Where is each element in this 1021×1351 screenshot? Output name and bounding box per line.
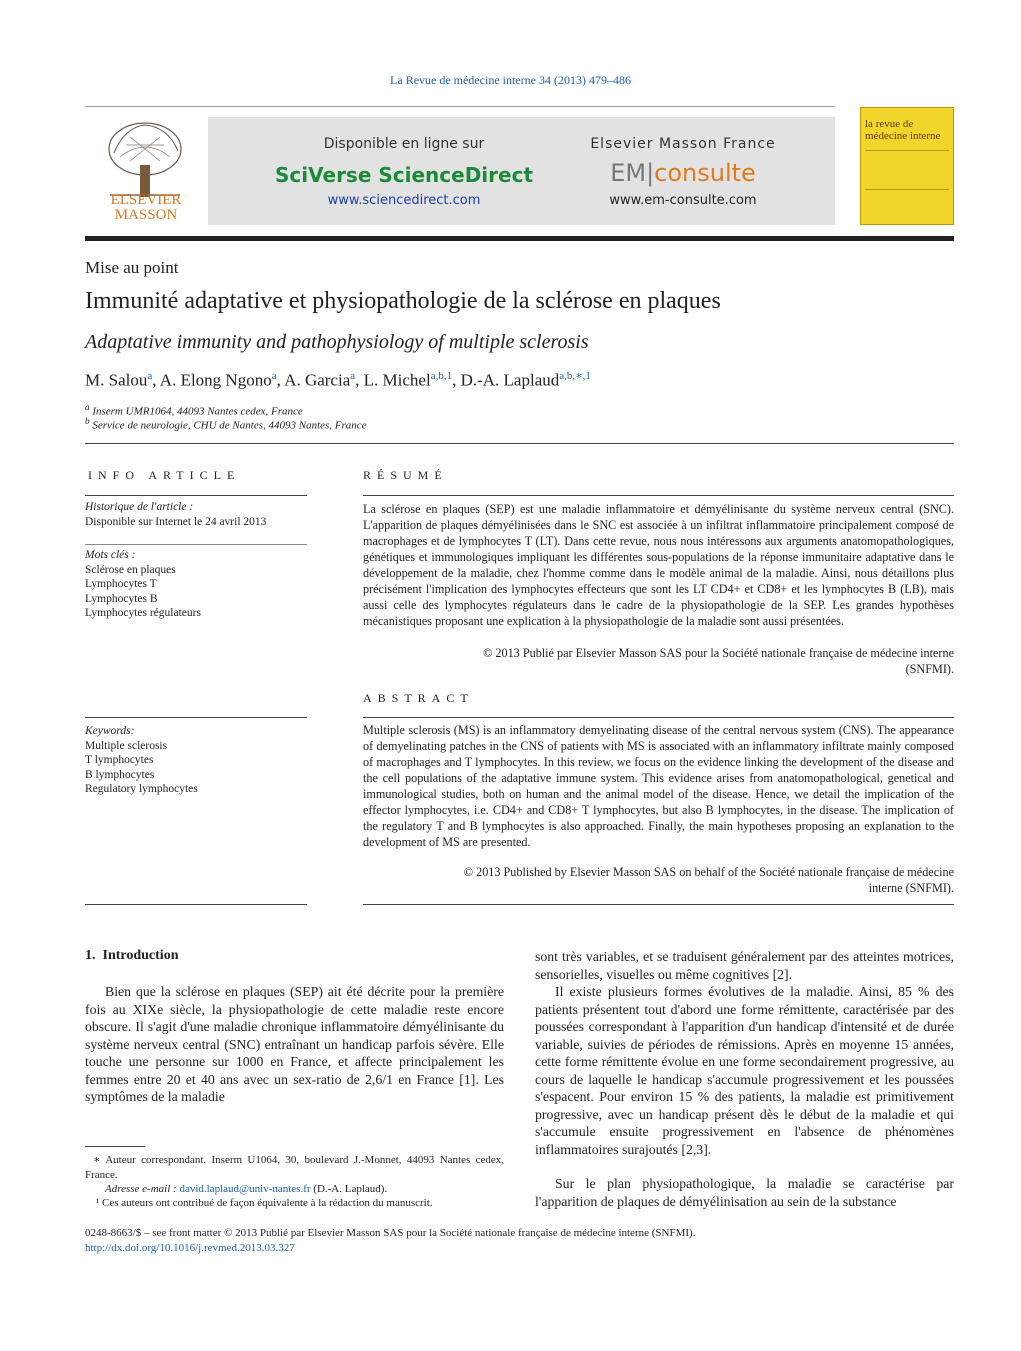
keywords-en: Keywords: Multiple sclerosis T lymphocytes B lymphocytes Regulatory lymphocytes	[85, 724, 307, 797]
email-link[interactable]: david.laplaud@univ-nantes.fr	[179, 1183, 311, 1195]
article-history: Historique de l'article : Disponible sur Internet le 24 avril 2013	[85, 501, 267, 528]
availability-banner	[208, 117, 835, 225]
author: A. Garcia	[284, 370, 351, 390]
author-list: M. Salou$^a$, A. Elong Ngono$^a$, A. Garcia$^a$, L. Michel$^{a,b,1}$, D.-A. Laplaud$^{a,b,∗,1}$	[85, 370, 591, 390]
intro-col2-paragraph-2: Sur le plan physiopathologique, la maladie se caractérise par l'apparition de plaques de démyélinisation au sein de la substance	[535, 1176, 954, 1209]
resume-divider	[363, 495, 954, 496]
info-divider	[85, 495, 307, 496]
author: L. Michel	[363, 370, 431, 390]
author-affil-sup[interactable]: a	[271, 370, 277, 382]
issn-line: 0248-8663/$ – see front matter © 2013 Publié par Elsevier Masson SAS pour la Société nationale française de médecine interne (SNFMI).	[85, 1227, 696, 1239]
abstract-text: Multiple sclerosis (MS) is an inflammatory demyelinating disease of the central nervous system (CNS). The appearance of demyelinating patches in the CNS of patients with MS is associated with an inflammatory infiltrate mainly composed of macrophages and T lymphocytes. In this review, we focus on the evidence linking the development of the disease and the cell populations of the adaptative immune system. This evidence arises from anatomopathological, genetical and immunological studies, both on human and the animal model of the disease. Hence, we detail the implication of the effector lymphocytes, i.e. CD4+ and CD8+ T lymphocytes, but also B lymphocytes, in the disease. The implication of the regulatory T and B lymphocytes is also approached. Finally, the main hypotheses proposing an explanation to the development of MS are presented.	[363, 723, 954, 849]
elsevier-masson-logo	[100, 117, 192, 225]
keywords-divider	[85, 544, 307, 545]
banner-right-caption: Elsevier Masson France	[590, 136, 776, 152]
abstract-heading: ABSTRACT	[363, 691, 474, 705]
keywords-en-divider	[85, 717, 307, 718]
keyword: Regulatory lymphocytes	[85, 783, 198, 795]
footnote-equal-contribution: ¹ Ces auteurs ont contribué de façon équivalente à la rédaction du manuscrit.	[96, 1197, 433, 1209]
doi-link[interactable]: http://dx.doi.org/10.1016/j.revmed.2013.03.327	[85, 1242, 295, 1254]
footnote-email: Adresse e-mail : david.laplaud@univ-nantes.fr (D.-A. Laplaud).	[105, 1183, 388, 1195]
abstract-divider	[363, 717, 954, 718]
author-affil-sup[interactable]: a	[350, 370, 356, 382]
footnote-divider	[85, 1146, 145, 1147]
keyword: Lymphocytes T	[85, 578, 157, 590]
affiliation-a: $^a$ Inserm UMR1064, 44093 Nantes cedex, France	[85, 402, 303, 418]
resume-text: La sclérose en plaques (SEP) est une maladie inflammatoire et démyélinisante du système nerveux central (SNC). L'apparition de plaques démyélinisées dans le SNC est associée à un infiltrat inflammatoire principalement composé de macrophages et de lymphocytes T (LT). Dans cette revue, nous nous intéressons aux arguments anatomopathologiques, génétiques et immunologiques impliquant les différentes sous-populations de la réponse immunitaire adaptative dans le développement de la maladie, chez l'homme comme dans le modèle animal de la maladie. Ainsi, nous détaillons plus précisément l'implication des lymphocytes effecteurs que sont les LT CD4+ et CD8+ et les lymphocytes B (LB), mais aussi celle des lymphocytes régulateurs dans le cadre de la physiopathologie de la SEP. Les grandes hypothèses mécanistiques proposant une explication à la physiopathologie de la maladie sont aussi présentées.	[363, 502, 954, 628]
author-affil-sup[interactable]: a,b,1	[430, 370, 453, 382]
cover-line-1: la revue de	[865, 118, 914, 130]
footnote-corresponding: ∗ Auteur correspondant. Inserm U1064, 30, boulevard J.-Monnet, 44093 Nantes cedex, France.	[85, 1154, 504, 1181]
keywords-fr: Mots clés : Sclérose en plaques Lymphocytes T Lymphocytes B Lymphocytes régulateurs	[85, 548, 307, 621]
cover-content-lines	[865, 150, 949, 190]
sciencedirect-brand[interactable]: SciVerse ScienceDirect	[275, 163, 533, 187]
author-affil-sup[interactable]: a	[147, 370, 153, 382]
abstract-bottom-divider	[363, 904, 954, 905]
keyword: T lymphocytes	[85, 754, 154, 766]
author: M. Salou	[85, 370, 148, 390]
consulte-brand-part: consulte	[654, 159, 756, 187]
intro-paragraph-1: Bien que la sclérose en plaques (SEP) ait été décrite pour la première fois au XIXe siècle, la physiopathologie de cette maladie reste encore obscure. Il s'agit d'une maladie chronique inflammatoire démyélinisante du système nerveux central (SNC) entraînant un handicap parfois sévère. Elle touche une personne sur 1000 en France, et affecte principalement les femmes entre 20 et 40 ans avec un sex-ratio de 2,6/1 en France [1]. Les symptômes de la maladie	[85, 984, 504, 1104]
sciencedirect-url[interactable]: www.sciencedirect.com	[327, 193, 481, 208]
keyword: B lymphocytes	[85, 768, 155, 781]
article-title-en: Adaptative immunity and pathophysiology of multiple sclerosis	[85, 331, 589, 353]
keyword: Sclérose en plaques	[85, 563, 176, 576]
keyword: Lymphocytes B	[85, 592, 158, 605]
resume-copyright: © 2013 Publié par Elsevier Masson SAS pour la Société nationale française de médecine interne (SNFMI).	[483, 646, 954, 676]
banner-left-caption: Disponible en ligne sur	[323, 136, 485, 152]
article-title: Immunité adaptative et physiopathologie de la sclérose en plaques	[85, 288, 721, 314]
journal-reference[interactable]: La Revue de médecine interne 34 (2013) 479–486	[390, 73, 631, 87]
affiliation-b: $^b$ Service de neurologie, CHU de Nantes, 44093 Nantes, France	[85, 416, 367, 432]
resume-heading: RÉSUMÉ	[363, 468, 448, 482]
intro-col2-paragraph-1: Il existe plusieurs formes évolutives de la maladie. Ainsi, 85 % des patients présentent tout d'abord une forme rémittente, caractérisée par des poussées correspondant à l'apparition d'un handicap d'intensité et de durée variable, suivies de périodes de rémissions. Après en moyenne 15 années, cette forme rémittente évolue en une forme secondairement progressive, au cours de laquelle le handicap s'accumule progressivement et les poussées s'espacent. Pour environ 15 % des patients, la maladie est primitivement progressive, avec un handicap présent dès le début de la maladie et qui s'accumule ensuite progressivement en l'absence de phénomènes inflammatoires surajoutés [2,3].	[535, 984, 954, 1157]
author: A. Elong Ngono	[159, 370, 272, 390]
affiliation-divider	[85, 443, 954, 444]
keyword: Multiple sclerosis	[85, 739, 168, 752]
em-consulte-url[interactable]: www.em-consulte.com	[609, 193, 757, 208]
em-consulte-brand[interactable]: EM|consulte	[610, 159, 756, 187]
abstract-copyright: © 2013 Published by Elsevier Masson SAS on behalf of the Société nationale française de médecine interne (SNFMI).	[463, 865, 954, 895]
keyword: Lymphocytes régulateurs	[85, 607, 201, 619]
intro-heading: 1. Introduction	[85, 948, 179, 963]
info-bottom-divider	[85, 904, 307, 905]
header-rule	[85, 236, 954, 241]
cover-line-2: médecine interne	[865, 130, 941, 142]
info-article-heading: INFO ARTICLE	[88, 468, 241, 482]
author: D.-A. Laplaud	[460, 370, 560, 390]
em-brand-part: EM	[610, 159, 647, 187]
logo-line-2: MASSON	[114, 207, 178, 223]
intro-col2-paragraph-0: sont très variables, et se traduisent généralement par des atteintes motrices, sensorielles, visuelles ou même cognitives [2].	[535, 949, 954, 982]
journal-cover	[860, 107, 954, 225]
logo-line-1: ELSEVIER	[110, 192, 182, 208]
author-affil-sup[interactable]: a,b,∗,1	[559, 370, 591, 382]
section-type: Mise au point	[85, 258, 179, 277]
header-divider	[85, 106, 835, 107]
